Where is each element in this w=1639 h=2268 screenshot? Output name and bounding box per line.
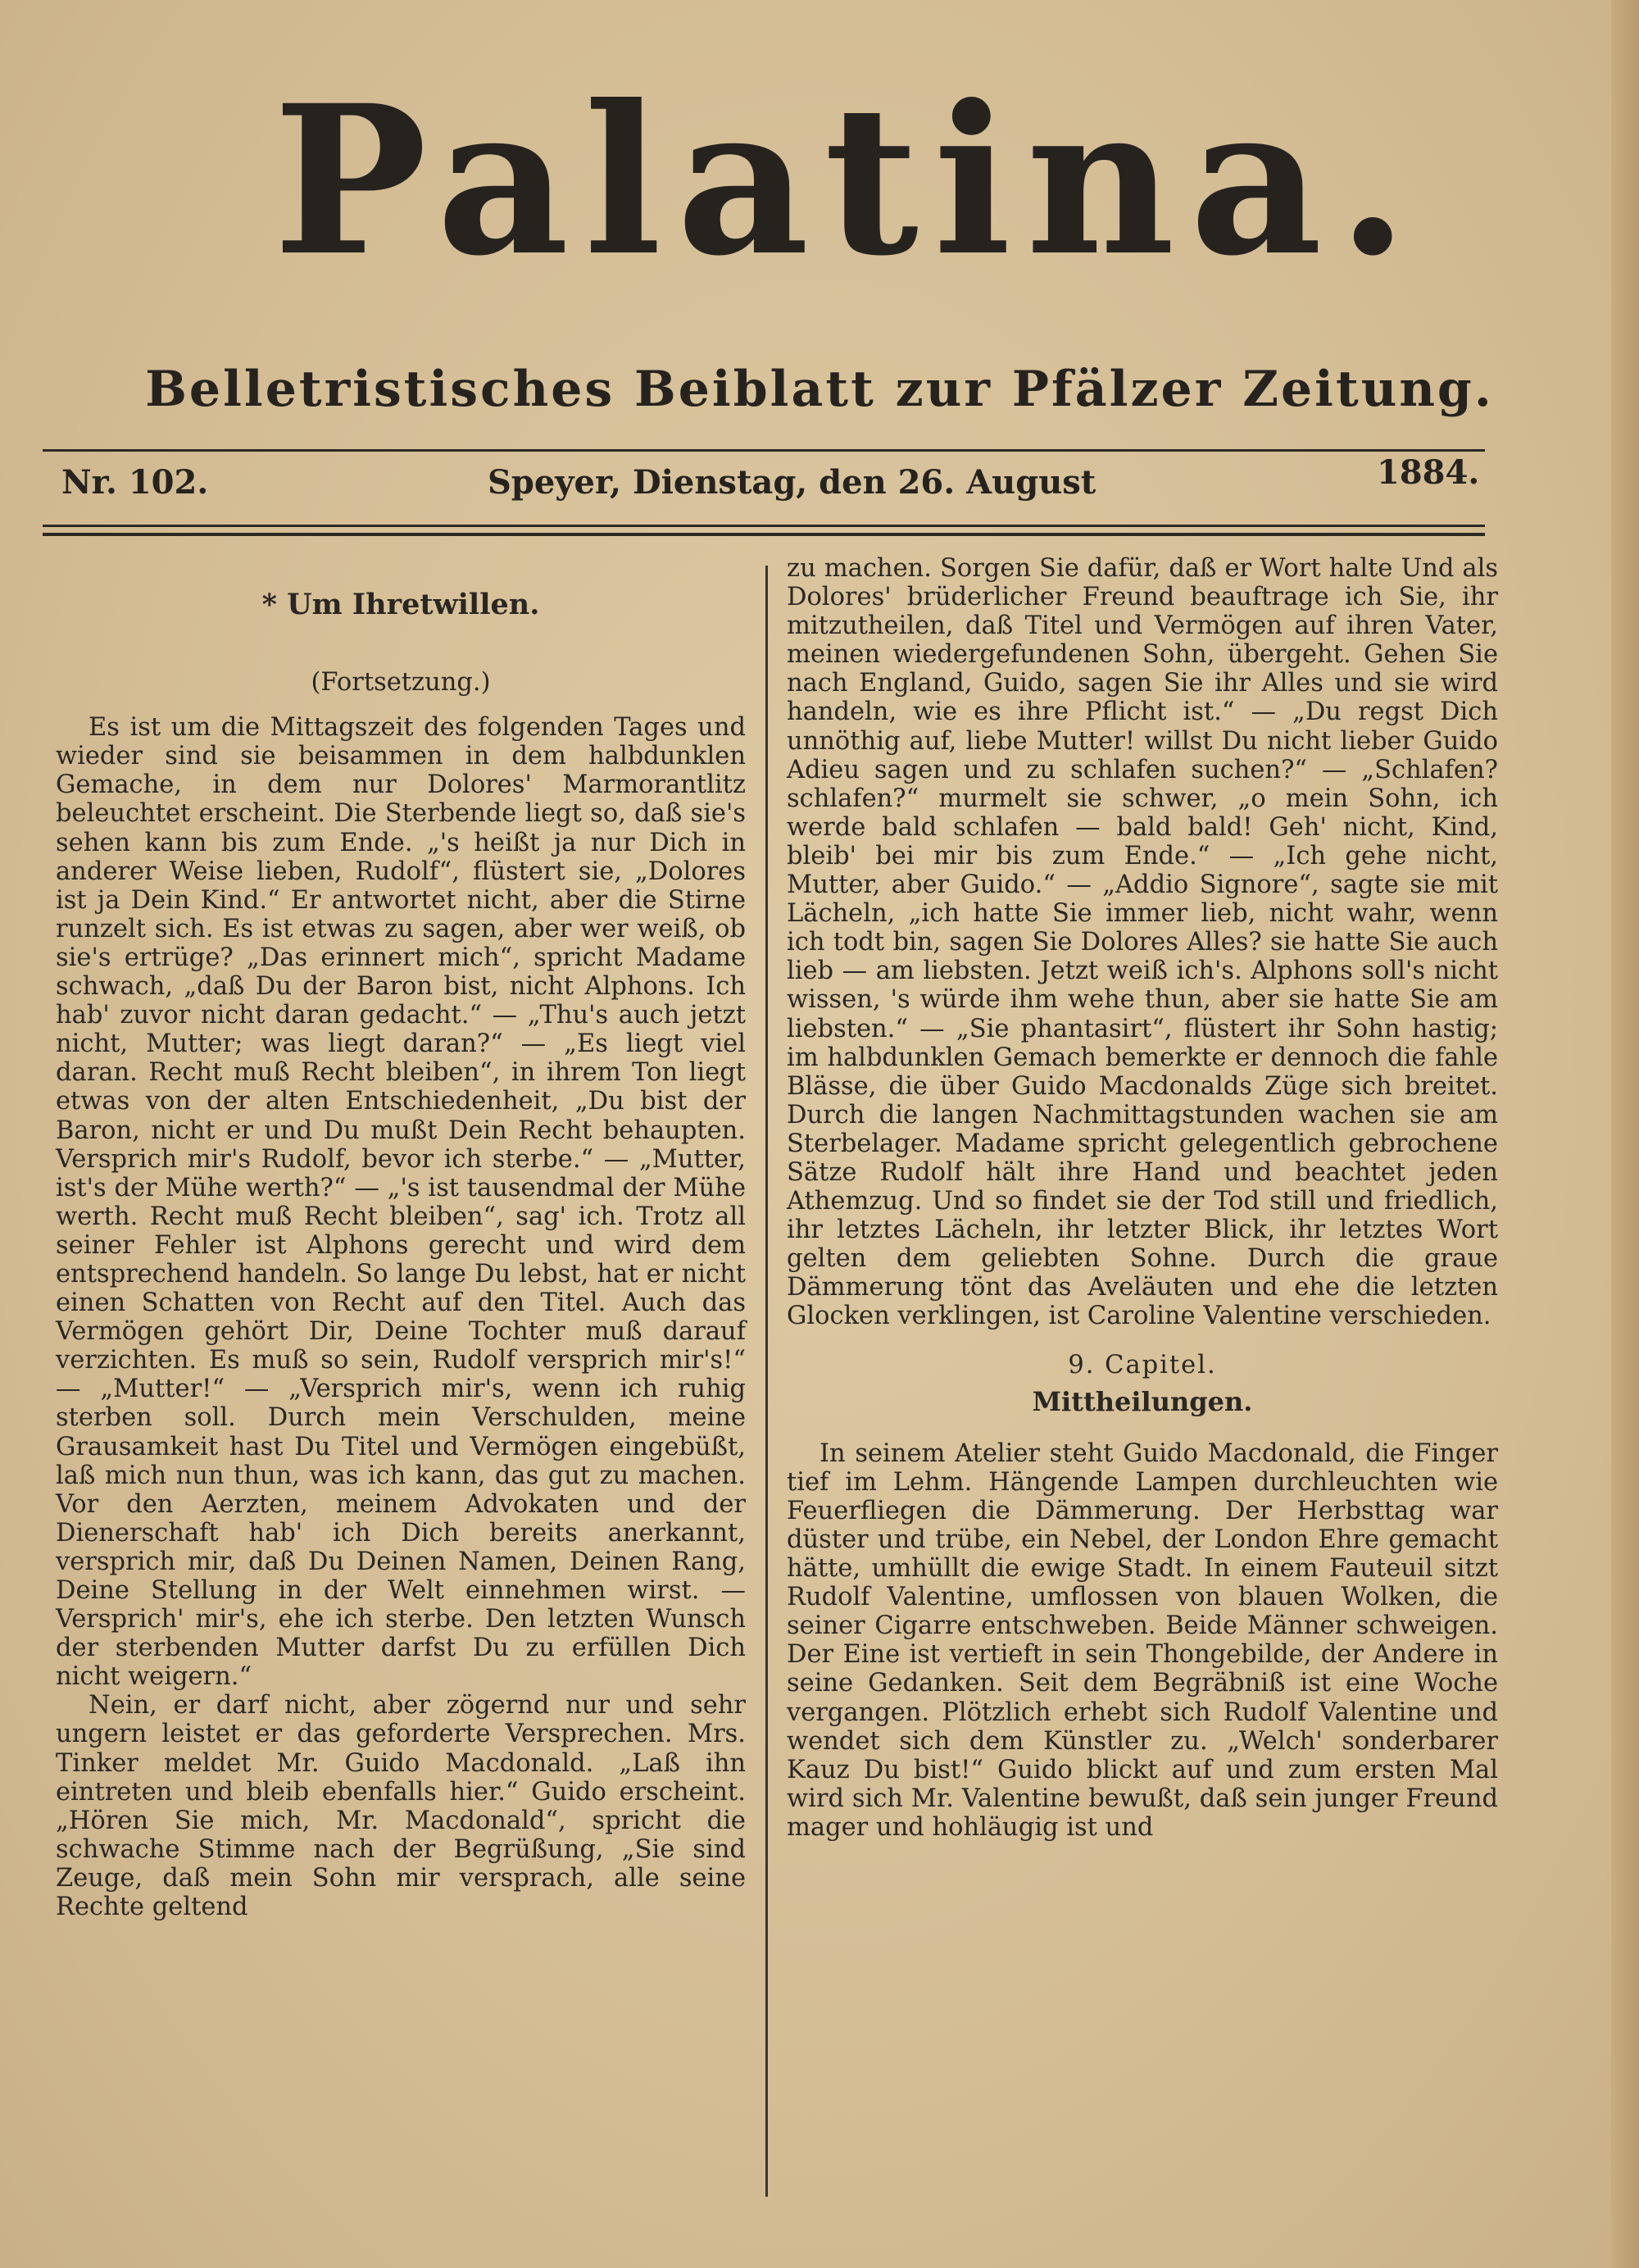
dateline-rule-upper — [43, 525, 1485, 527]
right-column — [787, 554, 1498, 1842]
dateline-rule-lower — [43, 533, 1485, 536]
masthead-title: Palatina. — [273, 60, 1423, 301]
paragraph: In seinem Atelier steht Guido Macdonald, die Finger tief im Lehm. Hängende Lampen durchleuchten wie Feuerfliegen die Dämmerung. Der Herbsttag war düster und trübe, ein Nebel, der London Ehre gemacht hätte, umhüllt die ewige Stadt. In einem Fauteuil sitzt Rudolf Valentine, umflossen von blauen Wolken, die seiner Cigarre entschweben. Beide Männer schweigen. Der Eine ist vertieft in sein Thongebilde, der Andere in seine Gedanken. Seit dem Begräbniß ist eine Woche vergangen. Plötzlich erhebt sich Rudolf Valentine und wendet sich dem Künstler zu. „Welch' sonderbarer Kauz Du bist!“ Guido blickt auf und zum ersten Mal wird sich Mr. Valentine bewußt, daß sein junger Freund mager und hohläugig ist und — [787, 1439, 1498, 1842]
paragraph: zu machen. Sorgen Sie dafür, daß er Wort halte Und als Dolores' brüderlicher Freund beauftrage ich Sie, ihr mitzutheilen, daß Titel und Vermögen auf ihren Vater, meinen wiedergefundenen Sohn, übergeht. Gehen Sie nach England, Guido, sagen Sie ihr Alles und sie wird handeln, wie es ihre Pflicht ist.“ — „Du regst Dich unnöthig auf, liebe Mutter! willst Du nicht lieber Guido Adieu sagen und zu schlafen suchen?“ — „Schlafen? schlafen?“ murmelt sie schwer, „o mein Sohn, ich werde bald schlafen — bald bald! Geh' nicht, Kind, bleib' bei mir bis zum Ende.“ — „Ich gehe nicht, Mutter, aber Guido.“ — „Addio Signore“, sagte sie mit Lächeln, „ich hatte Sie immer lieb, nicht wahr, wenn ich todt bin, sagen Sie Dolores Alles? sie hatte Sie auch lieb — am liebsten. Jetzt weiß ich's. Alphons soll's nicht wissen, 's würde ihm wehe thun, aber sie hatte Sie am liebsten.“ — „Sie phantasirt“, flüstert ihr Sohn hastig; im halbdunklen Gemach bemerkte er dennoch die fahle Blässe, die über Guido Macdonalds Züge sich breitet. Durch die langen Nachmittagstunden wachen sie am Sterbelager. Madame spricht gelegentlich gebrochene Sätze Rudolf hält ihre Hand und beachtet jeden Athemzug. Und so findet sie der Tod still und friedlich, ihr letztes Lächeln, ihr letzter Blick, ihr letztes Wort gelten dem geliebten Sohne. Durch die graue Dämmerung tönt das Aveläuten und ehe die letzten Glocken verklingen, ist Caroline Valentine verschieden. — [787, 554, 1498, 1331]
column-divider — [765, 566, 768, 2197]
chapter-title: Mittheilungen. — [1032, 1385, 1253, 1417]
masthead — [0, 60, 1639, 418]
chapter-number: 9. Capitel. — [1068, 1350, 1217, 1379]
paragraph: Es ist um die Mittagszeit des folgenden Tages und wieder sind sie beisammen in dem halbdunklen Gemache, in dem nur Dolores' Marmorantlitz beleuchtet erscheint. Die Sterbende liegt so, daß sie's sehen kann bis zum Ende. „'s heißt ja nur Dich in anderer Weise lieben, Rudolf“, flüstert sie, „Dolores ist ja Dein Kind.“ Er antwortet nicht, aber die Stirne runzelt sich. Es ist etwas zu sagen, aber wer weiß, ob sie's ertrüge? „Das erinnert mich“, spricht Madame schwach, „daß Du der Baron bist, nicht Alphons. Ich hab' zuvor nicht daran gedacht.“ — „Thu's auch jetzt nicht, Mutter; was liegt daran?“ — „Es liegt viel daran. Recht muß Recht bleiben“, in ihrem Ton liegt etwas von der alten Entschiedenheit, „Du bist der Baron, nicht er und Du mußt Dein Recht behaupten. Versprich mir's Rudolf, bevor ich sterbe.“ — „Mutter, ist's der Mühe werth?“ — „'s ist tausendmal der Mühe werth. Recht muß Recht bleiben“, sag' ich. Trotz all seiner Fehler ist Alphons gerecht und wird dem entsprechend handeln. So lange Du lebst, hat er nicht einen Schatten von Recht auf den Titel. Auch das Vermögen gehört Dir, Deine Tochter muß darauf verzichten. Es muß so sein, Rudolf versprich mir's!“ — „Mutter!“ — „Versprich mir's, wenn ich ruhig sterben soll. Durch mein Verschulden, meine Grausamkeit hast Du Titel und Vermögen eingebüßt, laß mich nun thun, was ich kann, das gut zu machen. Vor den Aerzten, meinem Advokaten und der Dienerschaft hab' ich Dich bereits anerkannt, versprich mir, daß Du Deinen Namen, Deinen Rang, Deine Stellung in der Welt einnehmen wirst. — Versprich' mir's, ehe ich sterbe. Den letzten Wunsch der sterbenden Mutter darfst Du zu erfüllen Dich nicht weigern.“ — [56, 713, 746, 1692]
top-rule — [43, 449, 1485, 452]
year: 1884. — [1377, 453, 1480, 492]
continuation-note: (Fortsetzung.) — [311, 668, 491, 698]
page-edge — [1611, 0, 1639, 2268]
paragraph: Nein, er darf nicht, aber zögernd nur und sehr ungern leistet er das geforderte Versprechen. Mrs. Tinker meldet Mr. Guido Macdonald. „Laß ihn eintreten und bleib ebenfalls hier.“ Guido erscheint. „Hören Sie mich, Mr. Macdonald“, spricht die schwache Stimme nach der Begrüßung, „Sie sind Zeuge, daß mein Sohn mir versprach, alle seine Rechte geltend — [56, 1691, 746, 1922]
place-date: Speyer, Dienstag, den 26. August — [488, 463, 1096, 502]
issue-number: Nr. 102. — [61, 463, 209, 502]
left-column — [56, 590, 746, 1921]
masthead-subtitle: Belletristisches Beiblatt zur Pfälzer Zeitung. — [145, 361, 1494, 418]
article-heading: * Um Ihretwillen. — [261, 588, 540, 621]
